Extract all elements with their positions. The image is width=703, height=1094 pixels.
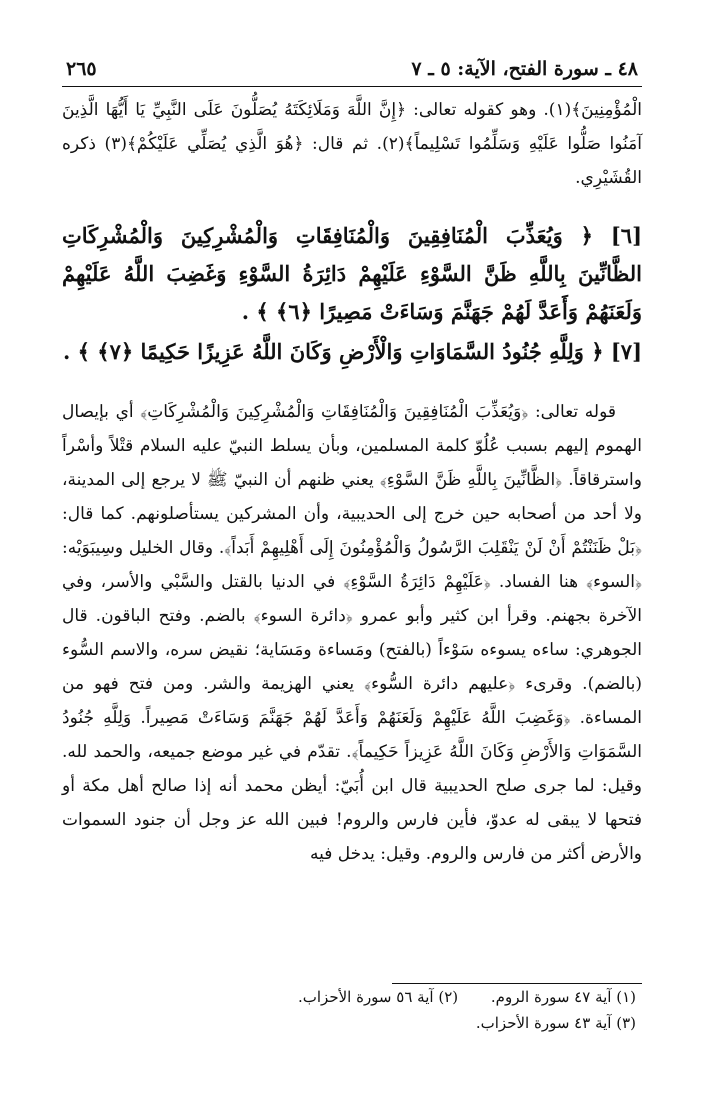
footnote-3: (٣) آية ٤٣ سورة الأحزاب. <box>475 1014 636 1032</box>
page-number: ٢٦٥ <box>66 58 97 80</box>
page-body <box>62 58 642 871</box>
footnote-line-2 <box>62 1010 642 1036</box>
footnote-1: (١) آية ٤٧ سورة الروم. <box>490 988 636 1006</box>
running-header <box>62 58 642 86</box>
intro-paragraph: الْمُؤْمِنِينَ﴾(١). وهو كقوله تعالى: ﴿إِنَّ اللَّهَ وَمَلَائِكَتَهُ يُصَلُّونَ عَلَى النَّبِيِّ يَا أَيُّهَا الَّذِينَ آمَنُوا صَلُّوا عَلَيْهِ وَسَلِّمُوا تَسْلِيماً﴾(٢). ثم قال: ﴿هُوَ الَّذِي يُصَلِّي عَلَيْكُمْ﴾(٣) ذكره القُشَيْرِي. <box>62 100 642 188</box>
quran-verses <box>62 217 642 371</box>
header-divider <box>62 86 642 87</box>
footnotes <box>62 983 642 1036</box>
commentary-paragraph: قوله تعالى: ﴿وَيُعَذِّبَ الْمُنَافِقِينَ وَالْمُنَافِقَاتِ وَالْمُشْرِكِينَ وَالْمُشْرِكَاتِ﴾ أي بإيصال الهموم إليهم بسبب عُلُوّ كلمة المسلمين، وبأن يسلط النبيّ عليه السلام قتْلاً وأسْراً واسترقاقاً. ﴿الظَّانِّينَ بِاللَّهِ ظَنَّ السَّوْءِ﴾ يعني ظنهم أن النبيّ ﷺ لا يرجع إلى المدينة، ولا أحد من أصحابه حين خرج إلى الحديبية، وأن المشركين يستأصلونهم. كما قال: ﴿بَلْ ظَنَنْتُمْ أَنْ لَنْ يَنْقَلِبَ الرَّسُولُ وَالْمُؤْمِنُونَ إِلَى أَهْلِيهِمْ أَبَداً﴾. وقال الخليل وسِيبَوَيْه: ﴿السوء﴾ هنا الفساد. ﴿عَلَيْهِمْ دَائِرَةُ السَّوْءِ﴾ في الدنيا بالقتل والسَّبْي والأسر، وفي الآخرة بجهنم. وقرأ ابن كثير وأبو عمرو ﴿دائرة السوء﴾ بالضم. وفتح الباقون. قال الجوهري: ساءه يسوءه سَوْءاً (بالفتح) ومَساءة ومَسَاية؛ نقيض سره، والاسم السُّوء (بالضم). وقرىء ﴿عليهم دائرة السُّوء﴾ يعني الهزيمة والشر. ومن فتح فهو من المساءة. ﴿وَغَضِبَ اللَّهُ عَلَيْهِمْ وَلَعَنَهُمْ وَأَعَدَّ لَهُمْ جَهَنَّمَ وَسَاءَتْ مَصِيراً. وَلِلَّهِ جُنُودُ السَّمَوَاتِ وَالأَرْضِ وَكَانَ اللَّهُ عَزِيزاً حَكِيماً﴾. تقدّم في غير موضع جميعه، والحمد لله. وقيل: لما جرى صلح الحديبية قال ابن أُبَيّ: أيظن محمد أنه إذا صالح أهل مكة أو فتحها لا يبقى له عدوّ، فأين فارس والروم! فبين الله عز وجل أن جنود السموات والأرض أكثر من فارس والروم. وقيل: يدخل فيه <box>62 402 642 864</box>
verse-6: [٦] ﴿ وَيُعَذِّبَ الْمُنَافِقِينَ وَالْمُنَافِقَاتِ وَالْمُشْرِكِينَ وَالْمُشْرِكَاتِ الظَّانِّينَ بِاللَّهِ ظَنَّ السَّوْءِ عَلَيْهِمْ دَائِرَةُ السَّوْءِ وَغَضِبَ اللَّهُ عَلَيْهِمْ وَلَعَنَهُمْ وَأَعَدَّ لَهُمْ جَهَنَّمَ وَسَاءَتْ مَصِيرًا ﴿٦﴾ ﴾ . <box>62 223 642 324</box>
verse-7: [٧] ﴿ وَلِلَّهِ جُنُودُ السَّمَاوَاتِ وَالْأَرْضِ وَكَانَ اللَّهُ عَزِيزًا حَكِيمًا ﴿٧﴾ ﴾ . <box>63 339 642 364</box>
footnote-line-1 <box>62 984 642 1010</box>
running-title: ٤٨ ـ سورة الفتح، الآية: ٥ ـ ٧ <box>411 58 638 80</box>
footnote-2: (٢) آية ٥٦ سورة الأحزاب. <box>297 988 459 1006</box>
